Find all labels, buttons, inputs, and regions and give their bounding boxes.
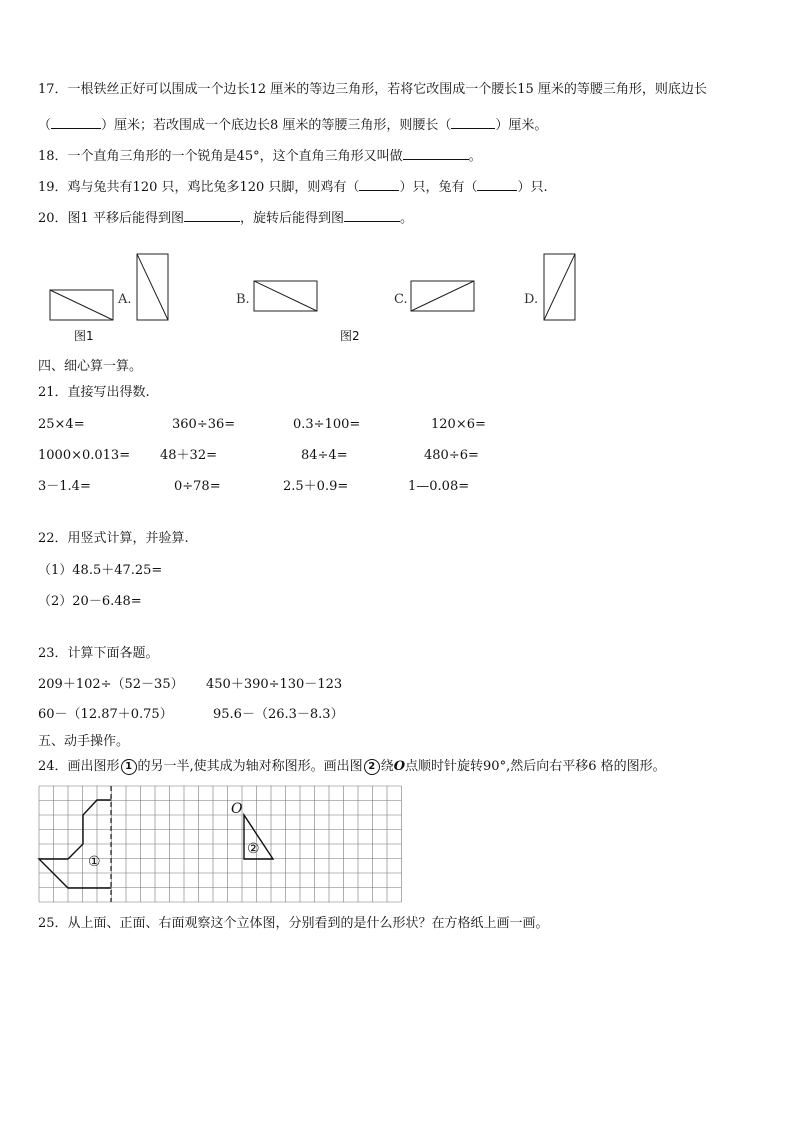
- circle-2-marker: 2: [364, 759, 380, 775]
- q24-text-1: 24．画出图形: [38, 759, 120, 774]
- q24-text-2: 的另一半,使其成为轴对称图形。画出图: [137, 759, 363, 774]
- grid-point-o: O: [231, 801, 243, 817]
- q18-text: 18．一个直角三角形的一个锐角是45°，这个直角三角形又叫做: [38, 149, 403, 164]
- q19-text-2: ）只，兔有（: [399, 180, 478, 195]
- option-c-label: C.: [394, 292, 408, 307]
- q21-r2-c1: 1000×0.013=: [38, 448, 131, 463]
- q22-item-1: （1）48.5＋47.25=: [38, 563, 163, 578]
- q23-expr-3: 60－（12.87＋0.75）: [38, 707, 173, 722]
- q20-text-2: ，旋转后能得到图: [239, 211, 344, 226]
- q20-text-3: 。: [399, 211, 413, 226]
- q23-expr-2: 450＋390÷130－123: [206, 677, 343, 692]
- grid-label-2: ②: [247, 841, 260, 857]
- option-d-label: D.: [524, 292, 539, 307]
- q21-r2-c4: 480÷6=: [424, 448, 479, 463]
- q21-r3-c1: 3－1.4=: [38, 479, 91, 494]
- q21-r3-c3: 2.5＋0.9=: [283, 479, 349, 494]
- q24-text-4: 点顺时针旋转90°,然后向右平移6 格的图形。: [405, 759, 666, 774]
- q17-mid-text: ）厘米；若改围成一个底边长8 厘米的等腰三角形，则腰长（: [101, 118, 452, 133]
- q20-text-1: 20．图1 平移后能得到图: [38, 211, 184, 226]
- q21-r2-c3: 84÷4=: [301, 448, 348, 463]
- q19-text-1: 19．鸡与兔共有120 只，鸡比兔多120 只脚，则鸡有（: [38, 180, 360, 195]
- section-4-heading: 四、细心算一算。: [38, 359, 143, 374]
- q17-line1: 17．一根铁丝正好可以围成一个边长12 厘米的等边三角形，若将它改围成一个腰长15 厘米的等腰三角形，则底边长: [38, 82, 707, 97]
- q21-r2-c2: 48＋32=: [160, 448, 217, 463]
- q21-title: 21．直接写出得数.: [38, 385, 150, 400]
- section-5-heading: 五、动手操作。: [38, 734, 130, 749]
- q23-expr-1: 209＋102÷（52－35）: [38, 677, 184, 692]
- q21-r1-c3: 0.3÷100=: [293, 417, 361, 432]
- point-o-text: O: [393, 759, 406, 774]
- q24-text-3: 绕: [380, 759, 394, 774]
- q21-r3-c2: 0÷78=: [174, 479, 221, 494]
- q19-text-3: ）只.: [517, 180, 548, 195]
- option-b-label: B.: [236, 292, 250, 307]
- q23-expr-4: 95.6－（26.3－8.3）: [213, 707, 344, 722]
- figure-2-label: 图2: [340, 329, 360, 343]
- q21-r1-c2: 360÷36=: [172, 417, 236, 432]
- q25-line: 25．从上面、正面、右面观察这个立体图，分别看到的是什么形状？在方格纸上画一画。: [38, 916, 549, 931]
- q18-end: 。: [468, 149, 482, 164]
- q17-paren-open: （: [38, 118, 52, 133]
- q17-end-text: ）厘米。: [495, 118, 548, 133]
- q21-r3-c4: 1—0.08=: [408, 479, 470, 494]
- q21-r1-c4: 120×6=: [431, 417, 486, 432]
- grid-label-1: ①: [88, 854, 101, 870]
- q22-title: 22．用竖式计算，并验算.: [38, 531, 189, 546]
- circle-1-marker: 1: [121, 759, 137, 775]
- option-a-label: A.: [118, 292, 132, 307]
- q23-title: 23．计算下面各题。: [38, 646, 159, 661]
- q22-item-2: （2）20－6.48=: [38, 594, 142, 609]
- q21-r1-c1: 25×4=: [38, 417, 85, 432]
- figure-1-label: 图1: [74, 329, 94, 343]
